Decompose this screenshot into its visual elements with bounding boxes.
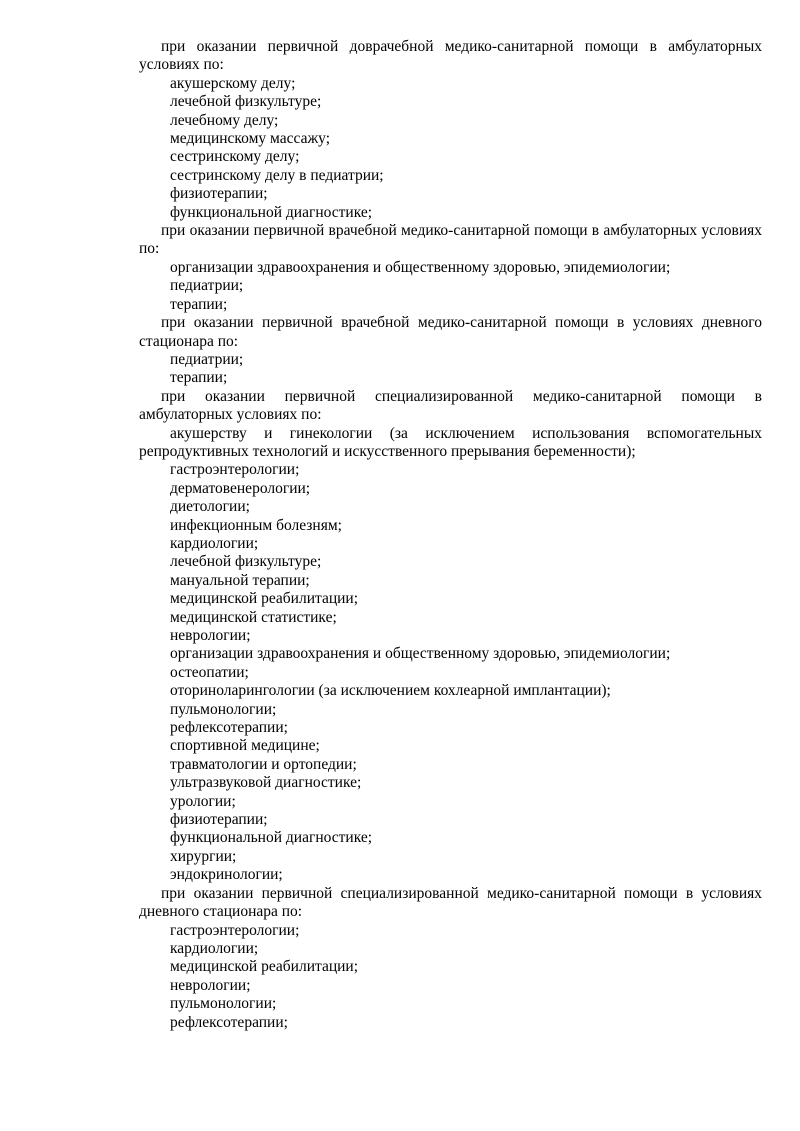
section-heading: при оказании первичной специализированной медико-санитарной помощи в амбулаторных условиях по: — [139, 387, 762, 424]
list-item: медицинской реабилитации; — [170, 590, 359, 608]
list-item: медицинской статистике; — [170, 608, 337, 626]
list-item: физиотерапии; — [170, 811, 268, 829]
list-item: остеопатии; — [170, 663, 249, 681]
section-physician-day-hospital — [139, 314, 762, 388]
list-item: рефлексотерапии; — [170, 719, 288, 737]
list-item: акушерскому делу; — [170, 74, 296, 92]
list-item: неврологии; — [170, 627, 251, 644]
list-item: кардиологии; — [170, 534, 259, 552]
list-item: гастроэнтерологии; — [170, 921, 300, 939]
list-item: спортивной медицине; — [170, 737, 320, 755]
list-item: сестринскому делу в педиатрии; — [170, 166, 384, 184]
list-item: оториноларингологии (за исключением кохлеарной имплантации); — [170, 682, 611, 700]
list-item: лечебному делу; — [170, 111, 279, 129]
list-item: функциональной диагностике; — [170, 829, 373, 847]
section-specialized-outpatient — [139, 388, 762, 885]
list-item: ультразвуковой диагностике; — [170, 774, 362, 792]
list-item: хирургии; — [170, 847, 237, 865]
list-item: лечебной физкультуре; — [170, 553, 322, 571]
section-prehospital-outpatient — [139, 38, 762, 222]
section-specialized-day-hospital — [139, 885, 762, 1032]
document-page — [139, 38, 762, 1032]
list-item: педиатрии; — [170, 277, 244, 295]
list-item: организации здравоохранения и общественному здоровью, эпидемиологии; — [170, 258, 671, 276]
section-heading: при оказании первичной врачебной медико-санитарной помощи в амбулаторных условиях по: — [139, 222, 762, 258]
list-item: травматологии и ортопедии; — [170, 755, 357, 773]
list-item: неврологии; — [170, 976, 251, 994]
list-item: гастроэнтерологии; — [170, 461, 300, 479]
list-item: эндокринологии; — [170, 866, 283, 884]
list-item: урологии; — [170, 792, 236, 810]
list-item: мануальной терапии; — [170, 571, 310, 589]
list-item: терапии; — [170, 369, 228, 387]
list-item: медицинскому массажу; — [170, 130, 331, 148]
list-item: организации здравоохранения и общественному здоровью, эпидемиологии; — [170, 645, 671, 663]
section-heading: при оказании первичной специализированной медико-санитарной помощи в условиях дневного стационара по: — [139, 884, 762, 921]
section-heading: при оказании первичной доврачебной медико-санитарной помощи в амбулаторных условиях по: — [139, 38, 762, 74]
list-item: педиатрии; — [170, 350, 244, 368]
section-heading: при оказании первичной врачебной медико-санитарной помощи в условиях дневного стационара по: — [139, 314, 762, 350]
list-item: рефлексотерапии; — [170, 1013, 288, 1031]
list-item: инфекционным болезням; — [170, 516, 342, 534]
list-item: дерматовенерологии; — [170, 479, 311, 497]
list-item: пульмонологии; — [170, 995, 277, 1013]
list-item: терапии; — [170, 295, 228, 313]
list-item: диетологии; — [170, 498, 250, 516]
list-item: сестринскому делу; — [170, 148, 300, 166]
list-item: медицинской реабилитации; — [170, 958, 359, 976]
list-item: лечебной физкультуре; — [170, 93, 322, 111]
list-item: физиотерапии; — [170, 185, 268, 203]
list-item: кардиологии; — [170, 939, 259, 957]
list-item: акушерству и гинекологии (за исключением использования вспомогательных репродуктивных технологий и искусственного прерывания беременности); — [139, 424, 762, 460]
list-item: функциональной диагностике; — [170, 203, 373, 221]
section-physician-outpatient — [139, 222, 762, 314]
list-item: пульмонологии; — [170, 700, 277, 718]
